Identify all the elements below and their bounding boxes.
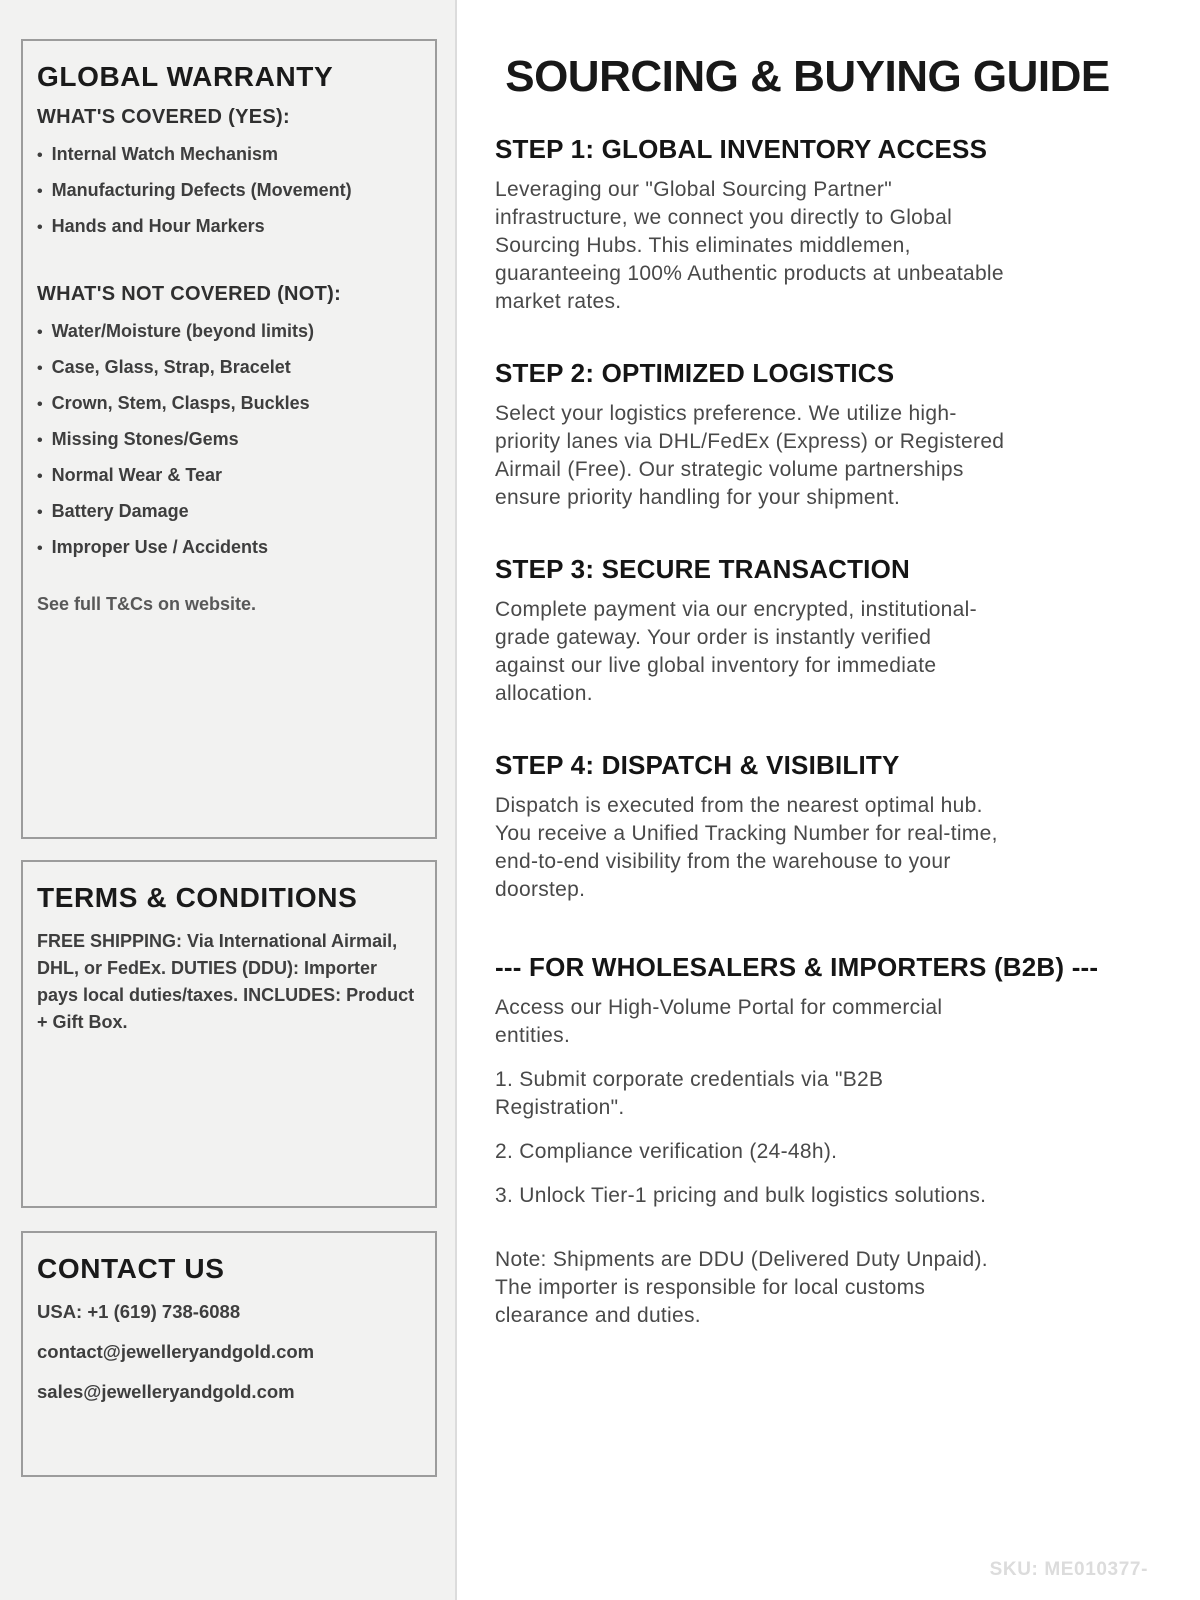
contact-phone: USA: +1 (619) 738-6088 (37, 1301, 241, 1322)
guide-content (495, 134, 1200, 1330)
contact-email-sales: sales@jewelleryandgold.com (37, 1381, 295, 1402)
b2b-item-1: 1. Submit corporate credentials via "B2B Registration". (495, 1068, 884, 1119)
step1-body: Leveraging our "Global Sourcing Partner" infrastructure, we connect you directly to Global Sourcing Hubs. This eliminates middlemen, guaranteeing 100% Authentic products at unbeatable market rates. (495, 178, 1004, 313)
contact-us-panel (21, 1231, 437, 1477)
not-covered-list (37, 314, 421, 566)
list-item: • Missing Stones/Gems (37, 422, 421, 458)
sourcing-guide-main (457, 0, 1200, 1600)
list-item: • Case, Glass, Strap, Bracelet (37, 350, 421, 386)
list-item: • Battery Damage (37, 494, 421, 530)
contact-title: CONTACT US (37, 1253, 225, 1284)
list-item: • Hands and Hour Markers (37, 209, 421, 245)
sku-label: SKU: ME010377- (989, 1559, 1148, 1580)
step3-heading: STEP 3: SECURE TRANSACTION (495, 554, 910, 584)
list-item: • Crown, Stem, Clasps, Buckles (37, 386, 421, 422)
terms-conditions-panel (21, 860, 437, 1208)
terms-body: FREE SHIPPING: Via International Airmail, DHL, or FedEx. DUTIES (DDU): Importer pays local duties/taxes. INCLUDES: Product + Gift Box. (37, 931, 415, 1032)
b2b-note: Note: Shipments are DDU (Delivered Duty Unpaid). The importer is responsible for local customs clearance and duties. (495, 1248, 988, 1327)
step3-body: Complete payment via our encrypted, institutional-grade gateway. Your order is instantly verified against our live global inventory for immediate allocation. (495, 598, 977, 705)
info-sidebar (0, 0, 457, 1600)
list-item: • Improper Use / Accidents (37, 530, 421, 566)
b2b-heading: --- FOR WHOLESALERS & IMPORTERS (B2B) --- (495, 952, 1099, 982)
step2-body: Select your logistics preference. We utilize high-priority lanes via DHL/FedEx (Express) or Registered Airmail (Free). Our strategic volume partnerships ensure priority handling for your shipment. (495, 402, 1005, 509)
warranty-title: GLOBAL WARRANTY (37, 61, 334, 92)
not-covered-heading: WHAT'S NOT COVERED (NOT): (37, 283, 342, 305)
b2b-intro: Access our High-Volume Portal for commercial entities. (495, 996, 943, 1047)
list-item: • Water/Moisture (beyond limits) (37, 314, 421, 350)
b2b-item-3: 3. Unlock Tier-1 pricing and bulk logistics solutions. (495, 1184, 987, 1207)
covered-list (37, 137, 421, 245)
covered-heading: WHAT'S COVERED (YES): (37, 106, 290, 128)
warranty-footnote: See full T&Cs on website. (37, 594, 257, 614)
page-title: SOURCING & BUYING GUIDE (505, 52, 1110, 101)
global-warranty-panel (21, 39, 437, 839)
step1-heading: STEP 1: GLOBAL INVENTORY ACCESS (495, 134, 988, 164)
list-item: • Normal Wear & Tear (37, 458, 421, 494)
contact-email-primary: contact@jewelleryandgold.com (37, 1341, 315, 1362)
terms-title: TERMS & CONDITIONS (37, 882, 358, 913)
step4-heading: STEP 4: DISPATCH & VISIBILITY (495, 750, 900, 780)
step2-heading: STEP 2: OPTIMIZED LOGISTICS (495, 358, 895, 388)
list-item: • Manufacturing Defects (Movement) (37, 173, 421, 209)
step4-body: Dispatch is executed from the nearest optimal hub. You receive a Unified Tracking Number for real-time, end-to-end visibility from the warehouse to your doorstep. (495, 794, 998, 901)
list-item: • Internal Watch Mechanism (37, 137, 421, 173)
b2b-item-2: 2. Compliance verification (24-48h). (495, 1140, 838, 1163)
